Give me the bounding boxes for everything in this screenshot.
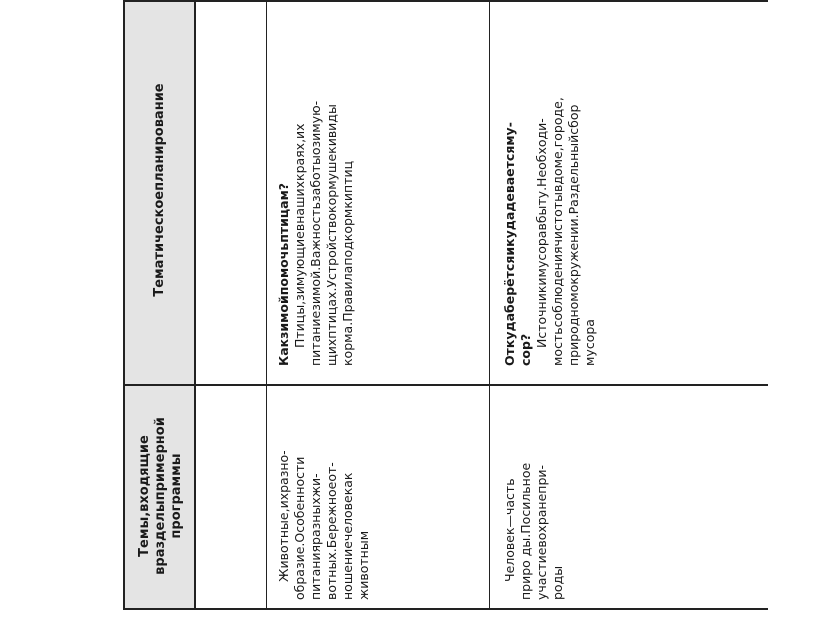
row-1-topic-line: животным [356, 530, 371, 600]
row-2-planning [502, 36, 598, 366]
row-1-topic-line: образие.Особенности [292, 456, 307, 600]
header-planning-label: Тематическоепланирование [152, 83, 167, 297]
header-planning [152, 20, 168, 360]
row-2-plan-line: Источникимусоравбыту.Необходи- [534, 118, 549, 348]
row-1-topic-line: ношениечеловекак [340, 472, 355, 600]
row-1-plan-line: питаниезимой.Важностьзаботыозимую- [308, 100, 323, 366]
row-1-plan-line: щихптицах.Устройствокормушекивиды [324, 104, 339, 366]
row-1-topic [276, 420, 372, 600]
row-1-planning [276, 36, 356, 366]
row-1-topic-line: Животные,ихразно- [276, 450, 291, 582]
row-1-topic-line: вотных.Бережноеот- [324, 462, 339, 600]
row-2-topic-line: Человек—часть [502, 478, 517, 582]
table-border-left [123, 0, 125, 610]
row-1-plan-line: корма.Правилаподкормкиптиц [340, 160, 355, 366]
row-1-plan-line: Птицы,зимующиевнашихкраях,их [292, 123, 307, 348]
row-2-plan-line: мусора [582, 319, 597, 366]
header-topics-line: вразделыпримерной [153, 417, 168, 575]
row-2-plan-line: мостьсоблюдениячистотывдоме,городе, [550, 97, 565, 366]
table-border-bottom [123, 608, 768, 610]
column-divider [123, 384, 768, 386]
header-topics [137, 406, 185, 586]
row-2-plan-title-line: Откудаберётсяикудадеваетсяму- [502, 122, 517, 366]
row-divider-1 [266, 0, 267, 610]
row-divider-2 [489, 0, 490, 610]
header-topics-line: Темы,входящие [137, 435, 152, 557]
row-2-plan-line: природномокружении.Раздельныйсбор [566, 104, 581, 366]
row-1-topic-line: питанияразныхжи- [308, 473, 323, 600]
header-topics-line: программы [169, 453, 184, 539]
row-2-topic-line: участиевохранепри- [534, 464, 549, 600]
row-1-plan-title: Какзимойпомочьптицам? [276, 182, 291, 366]
row-2-topic [502, 420, 566, 600]
row-2-topic-line: роды [550, 565, 565, 600]
row-2-plan-title-line: сор? [518, 333, 533, 366]
row-2-topic-line: приро ды.Посильное [518, 462, 533, 600]
header-divider [194, 0, 196, 610]
table-border-top [123, 0, 768, 2]
